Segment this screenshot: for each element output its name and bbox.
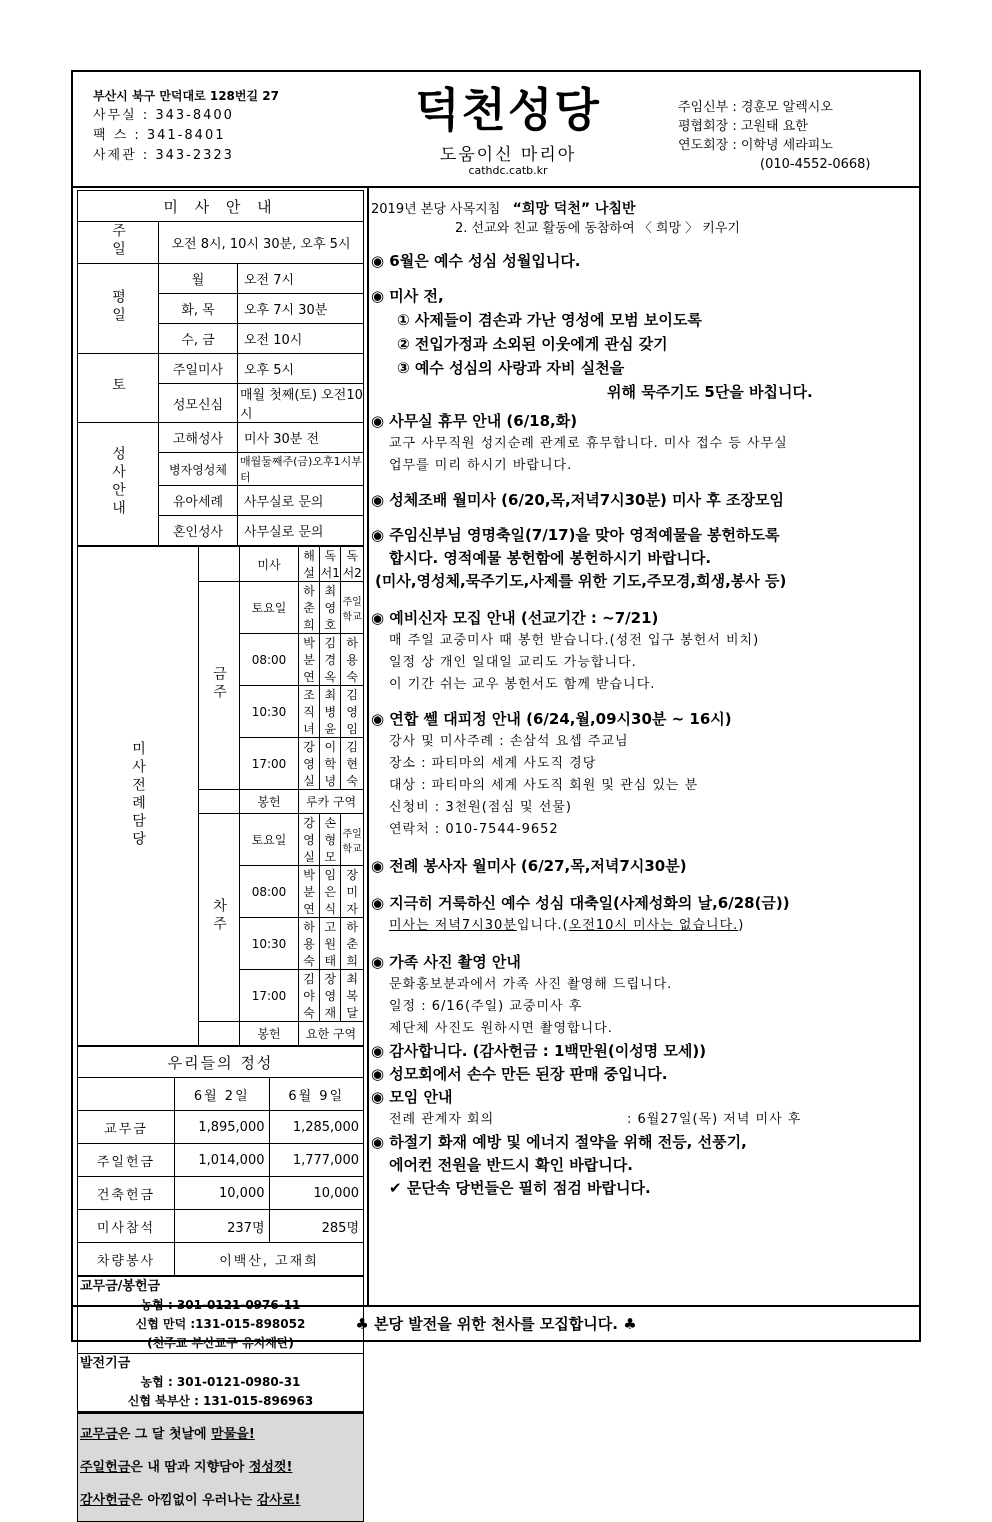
duty-cell: 김현숙 bbox=[341, 738, 364, 790]
week-label: 차주 bbox=[199, 814, 240, 1022]
weekday-day: 수, 금 bbox=[159, 324, 238, 354]
sacrament-name: 고해성사 bbox=[159, 423, 238, 453]
slogan-line: 감사헌금은 아낌없이 우러나는 감사로! bbox=[80, 1493, 301, 1508]
parish-subtitle: 도움이신 마리아 bbox=[439, 145, 577, 165]
bank-accounts bbox=[77, 1276, 364, 1412]
pastor: 주임신부 : 경훈모 알렉시오 bbox=[678, 100, 833, 115]
notice-line: 에어컨 전원을 반드시 확인 바랍니다. bbox=[389, 1156, 633, 1174]
staff-info bbox=[678, 98, 871, 174]
notice-item: ◉ 주임신부님 영명축일(7/17)을 맞아 영적예물을 봉헌하도록 bbox=[371, 526, 780, 544]
duty-cell: 박분연 bbox=[299, 634, 320, 686]
weekday-time: 오전 7시 bbox=[238, 264, 364, 294]
sacrament-name: 병자영성체 bbox=[159, 453, 238, 486]
sunday-label: 주일 bbox=[78, 222, 159, 264]
offering-slogans bbox=[77, 1412, 364, 1522]
duty-cell: 주일학교 bbox=[341, 814, 364, 866]
offering-date: 6월 2일 bbox=[175, 1078, 270, 1111]
notice-line: 전례 관계자 회의 : 6월27일(목) 저녁 미사 후 bbox=[389, 1112, 802, 1127]
notice-line: 연락처 : 010-7544-9652 bbox=[389, 822, 559, 837]
offering-value: 1,895,000 bbox=[175, 1111, 270, 1144]
notice-line: 제단체 사진도 원하시면 촬영합니다. bbox=[389, 1021, 613, 1036]
address: 부산시 북구 만덕대로 128번길 27 bbox=[93, 89, 279, 103]
council-president: 평협회장 : 고원태 요한 bbox=[678, 119, 808, 134]
sacrament-name: 유아세례 bbox=[159, 486, 238, 516]
notice-item: ◉ 하절기 화재 예방 및 에너지 절약을 위해 전등, 선풍기, bbox=[371, 1133, 747, 1151]
duty-cell: 김영임 bbox=[341, 686, 364, 738]
offering-value: 1,014,000 bbox=[175, 1144, 270, 1177]
sacrament-name: 혼인성사 bbox=[159, 516, 238, 546]
notice-line: ② 전입가정과 소외된 이웃에게 관심 갖기 bbox=[397, 335, 668, 353]
slogan-line: 교무금은 그 달 첫날에 맏물을! bbox=[80, 1427, 255, 1442]
offering-label: 주일헌금 bbox=[78, 1144, 175, 1177]
duty-cell: 조직녀 bbox=[299, 686, 320, 738]
sacrament-info: 미사 30분 전 bbox=[238, 423, 364, 453]
offering-date: 6월 9일 bbox=[269, 1078, 364, 1111]
duty-header: 독서1 bbox=[320, 547, 341, 582]
notice-line: 위해 묵주기도 5단을 바칩니다. bbox=[607, 383, 813, 401]
duty-cell: 17:00 bbox=[240, 738, 299, 790]
offering-value: 285명 bbox=[269, 1210, 364, 1243]
notice-line: ✔ 문단속 당번들은 필히 점검 바랍니다. bbox=[389, 1179, 651, 1197]
duty-cell: 하용숙 bbox=[299, 918, 320, 970]
duty-cell: 최복달 bbox=[341, 970, 364, 1022]
notice-item: ◉ 미사 전, bbox=[371, 287, 444, 305]
notice-line: 장소 : 파티마의 세계 사도직 경당 bbox=[389, 756, 597, 771]
notice-item: ◉ 사무실 휴무 안내 (6/18,화) bbox=[371, 412, 578, 430]
weekday-time: 오후 7시 30분 bbox=[238, 294, 364, 324]
offering-label: 봉헌 bbox=[240, 790, 299, 814]
offering-label: 교무금 bbox=[78, 1111, 175, 1144]
parish-title: 덕천성당 bbox=[415, 83, 601, 137]
mass-schedule-table bbox=[77, 190, 364, 546]
duty-cell: 임은식 bbox=[320, 866, 341, 918]
duty-cell: 주일학교 bbox=[341, 582, 364, 634]
duty-cell: 손형모 bbox=[320, 814, 341, 866]
notice-line: ① 사제들이 겸손과 가난 영성에 모범 보이도록 bbox=[397, 311, 702, 329]
saturday-item: 성모신심 bbox=[159, 384, 238, 423]
saturday-time: 매월 첫째(토) 오전10시 bbox=[238, 384, 364, 423]
offering-table bbox=[77, 1046, 364, 1276]
fax-number: 팩 스 : 341-8401 bbox=[93, 128, 226, 143]
liturgy-duty-table bbox=[77, 546, 364, 1046]
offering-value: 237명 bbox=[175, 1210, 270, 1243]
duty-cell: 김경옥 bbox=[320, 634, 341, 686]
notice-line: 강사 및 미사주례 : 손삼석 요셉 주교님 bbox=[389, 734, 629, 749]
weekday-time: 오전 10시 bbox=[238, 324, 364, 354]
offering-value: 1,777,000 bbox=[269, 1144, 364, 1177]
duty-cell: 하춘희 bbox=[299, 582, 320, 634]
bulletin-page bbox=[71, 70, 921, 1508]
duty-cell: 10:30 bbox=[240, 918, 299, 970]
sacrament-info: 사무실로 문의 bbox=[238, 516, 364, 546]
sunday-times: 오전 8시, 10시 30분, 오후 5시 bbox=[159, 222, 364, 264]
account-line: 신협 북부산 : 131-015-896963 bbox=[127, 1394, 314, 1408]
offering-value: 1,285,000 bbox=[269, 1111, 364, 1144]
memorial-chair-phone: (010-4552-0668) bbox=[760, 157, 871, 172]
duty-cell: 김야숙 bbox=[299, 970, 320, 1022]
offering-value: 10,000 bbox=[269, 1177, 364, 1210]
duty-cell: 토요일 bbox=[240, 814, 299, 866]
notice-item: ◉ 가족 사진 촬영 안내 bbox=[371, 953, 521, 971]
duty-cell: 최영호 bbox=[320, 582, 341, 634]
saturday-item: 주일미사 bbox=[159, 354, 238, 384]
notice-line: 일정 상 개인 일대일 교리도 가능합니다. bbox=[389, 655, 637, 670]
account-heading: 발전기금 bbox=[78, 1353, 363, 1373]
week-label: 금주 bbox=[199, 582, 240, 790]
rectory-phone: 사제관 : 343-2323 bbox=[93, 148, 234, 163]
offering-label: 봉헌 bbox=[240, 1022, 299, 1046]
duty-header: 미사 bbox=[240, 547, 299, 582]
notice-item: ◉ 연합 쎌 대피정 안내 (6/24,월,09시30분 ~ 16시) bbox=[371, 710, 732, 728]
offering-district: 요한 구역 bbox=[299, 1022, 364, 1046]
sacrament-info: 매월둘째주(금)오후1시부터 bbox=[238, 453, 364, 486]
offering-label: 건축헌금 bbox=[78, 1177, 175, 1210]
pastoral-subtitle: 2. 선교와 친교 활동에 동참하여 〈 희망 〉 키우기 bbox=[455, 221, 740, 236]
duty-header: 독서2 bbox=[341, 547, 364, 582]
duty-cell: 08:00 bbox=[240, 866, 299, 918]
account-line: 농협 : 301-0121-0980-31 bbox=[140, 1375, 301, 1389]
notice-item: ◉ 모임 안내 bbox=[371, 1088, 453, 1106]
duty-corner bbox=[199, 1022, 240, 1046]
notice-line: 일정 : 6/16(주일) 교중미사 후 bbox=[389, 999, 583, 1014]
duty-cell: 장미자 bbox=[341, 866, 364, 918]
notice-line: (미사,영성체,묵주기도,사제를 위한 기도,주모경,희생,봉사 등) bbox=[375, 572, 787, 590]
pastoral-guideline: 2019년 본당 사목지침 “희망 덕천” 나침반 bbox=[371, 201, 636, 217]
slogan-line: 주일헌금은 내 땀과 지향담아 정성껏! bbox=[80, 1460, 293, 1475]
notice-item: ◉ 지극히 거룩하신 예수 성심 대축일(사제성화의 날,6/28(금)) bbox=[371, 894, 790, 912]
saturday-label: 토 bbox=[78, 354, 159, 423]
notice-line: 신청비 : 3천원(점심 및 선물) bbox=[389, 800, 572, 815]
column-divider bbox=[367, 186, 369, 1306]
offering-corner bbox=[78, 1078, 175, 1111]
duty-corner bbox=[199, 790, 240, 814]
notice-line: ③ 예수 성심의 사랑과 자비 실천을 bbox=[397, 359, 625, 377]
duty-cell: 10:30 bbox=[240, 686, 299, 738]
account-line: 농협 : 301-0121-0976-11 bbox=[140, 1298, 301, 1312]
notice-line: 교구 사무직원 성지순례 관계로 휴무합니다. 미사 접수 등 사무실 bbox=[389, 436, 788, 451]
memorial-chair: 연도회장 : 이학녕 세라피노 bbox=[678, 138, 833, 153]
notice-line: 합시다. 영적예물 봉헌함에 봉헌하시기 바랍니다. bbox=[389, 549, 712, 567]
notice-item: ◉ 성체조배 월미사 (6/20,목,저녁7시30분) 미사 후 조장모임 bbox=[371, 491, 784, 509]
duty-cell: 최병윤 bbox=[320, 686, 341, 738]
offering-value: 10,000 bbox=[175, 1177, 270, 1210]
notices-column bbox=[371, 190, 917, 1200]
notice-line: 업무를 미리 하시기 바랍니다. bbox=[389, 458, 573, 473]
saturday-time: 오후 5시 bbox=[238, 354, 364, 384]
sacrament-label: 성사안내 bbox=[78, 423, 159, 546]
bulletin-footer: ♣ 본당 발전을 위한 천사를 모집합니다. ♣ bbox=[73, 1305, 919, 1342]
mass-title: 미 사 안 내 bbox=[78, 191, 364, 222]
duty-header: 해 설 bbox=[299, 547, 320, 582]
duty-cell: 강영실 bbox=[299, 738, 320, 790]
notice-item: ◉ 6월은 예수 성심 성월입니다. bbox=[371, 252, 581, 270]
weekday-day: 월 bbox=[159, 264, 238, 294]
notice-line: 문화홍보분과에서 가족 사진 촬영해 드립니다. bbox=[389, 977, 673, 992]
weekday-day: 화, 목 bbox=[159, 294, 238, 324]
duty-cell: 하춘희 bbox=[341, 918, 364, 970]
offering-title: 우리들의 정성 bbox=[78, 1047, 364, 1078]
office-phone: 사무실 : 343-8400 bbox=[93, 108, 234, 123]
notice-line: 대상 : 파티마의 세계 사도직 회원 및 관심 있는 분 bbox=[389, 778, 699, 793]
contact-info bbox=[93, 86, 279, 166]
account-line: (천주교 부산교구 유지재단) bbox=[147, 1336, 294, 1350]
duty-label: 미사전례담당 bbox=[78, 547, 199, 1046]
bulletin-header bbox=[73, 72, 919, 188]
duty-cell: 17:00 bbox=[240, 970, 299, 1022]
weekday-label: 평일 bbox=[78, 264, 159, 354]
duty-cell: 08:00 bbox=[240, 634, 299, 686]
duty-cell: 이학녕 bbox=[320, 738, 341, 790]
account-heading: 교무금/봉헌금 bbox=[80, 1279, 161, 1294]
duty-corner bbox=[199, 547, 240, 582]
account-line: 신협 만덕 :131-015-898052 bbox=[135, 1317, 306, 1331]
notice-line: 이 기간 쉬는 교우 봉헌서도 함께 받습니다. bbox=[389, 677, 656, 692]
car-service-label: 차량봉사 bbox=[78, 1243, 175, 1276]
duty-cell: 박분연 bbox=[299, 866, 320, 918]
parish-url: cathdc.catb.kr bbox=[468, 164, 548, 177]
notice-item: ◉ 예비신자 모집 안내 (선교기간 : ~7/21) bbox=[371, 609, 659, 627]
notice-line: 매 주일 교중미사 때 봉헌 받습니다.(성전 입구 봉헌서 비치) bbox=[389, 633, 760, 648]
offering-label: 미사참석 bbox=[78, 1210, 175, 1243]
notice-item: ◉ 감사합니다. (감사헌금 : 1백만원(이성명 모세)) bbox=[371, 1042, 707, 1060]
duty-cell: 토요일 bbox=[240, 582, 299, 634]
car-service-names: 이백산, 고재희 bbox=[175, 1243, 364, 1276]
notice-line: 미사는 저녁7시30분입니다.(오전10시 미사는 없습니다.) bbox=[389, 918, 745, 933]
notice-item: ◉ 성모회에서 손수 만든 된장 판매 중입니다. bbox=[371, 1065, 668, 1083]
offering-district: 루카 구역 bbox=[299, 790, 364, 814]
duty-cell: 하용숙 bbox=[341, 634, 364, 686]
duty-cell: 고원태 bbox=[320, 918, 341, 970]
duty-cell: 강영실 bbox=[299, 814, 320, 866]
notice-item: ◉ 전례 봉사자 월미사 (6/27,목,저녁7시30분) bbox=[371, 857, 687, 875]
sacrament-info: 사무실로 문의 bbox=[238, 486, 364, 516]
duty-cell: 장영재 bbox=[320, 970, 341, 1022]
